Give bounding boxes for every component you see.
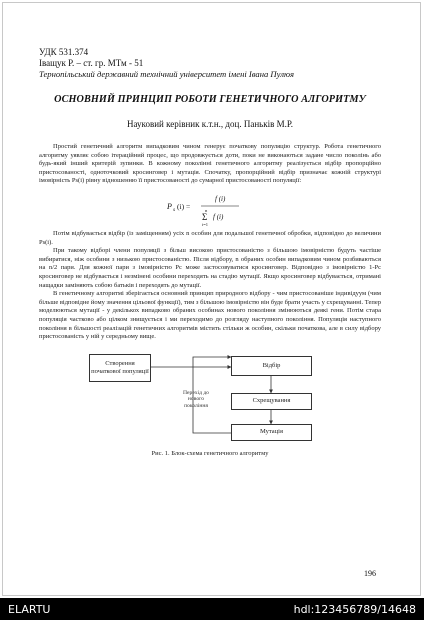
selection-probability-formula	[39, 188, 381, 228]
page-content	[39, 47, 381, 457]
formula-lhs: P	[167, 201, 172, 211]
paragraph-3: При такому відборі члени популяції з більш високою пристосованістю з більшою імовірністю будуть частіше вибиратися, ніж особини з низькою пристосованістю. Після відбору, n обраних особин випадковим чином розбиваються на n/2 пари. Для кожної пари з імовірністю Pc може застосовуватися кросинговер. Відповідно з імовірністю 1-Pc кросинговер не відбувається і незмінені особини переходять на стадію мутації. Якщо кросинговер відбувається, отримані нащадки заміняють собою батьків і переходять до мутації.	[39, 247, 381, 289]
flowchart-figure	[39, 352, 381, 444]
paragraph-2: Потім відбувається відбір (із заміщенням) усіх n особин для подальшої генетичної обробки, відповідно до величини Ps(i).	[39, 229, 381, 246]
selection-box: Відбір	[231, 356, 312, 376]
create-population-box: Створення початкової популяції	[89, 354, 151, 382]
paragraph-4: В генетичному алгоритмі зберігається основний принцип природного відбору - чим пристосованіше індивідуум (чим більше відповідне йому значення цільової функції), тим з більшою імовірністю він буде брати участь у схрещуванні. Тепер моделюються мутації - у декількох випадково обраних особинах нового покоління змінюються деякі гени. Потім стара популяція частково або цілком знищується і ми переходимо до розгляду наступного покоління. Популяція наступного покоління в більшості реалізацій генетичних алгоритмів містить стільки ж особин, скільки початкова, але в силу відбору пристосованість у ній у середньому вище.	[39, 290, 381, 341]
formula-denominator: f (i)	[213, 212, 224, 221]
formula-svg	[167, 188, 257, 228]
sum-lower: i=1	[202, 221, 209, 227]
university-line: Тернопільський державний технічний університет імені Івана Пулюя	[39, 69, 295, 79]
supervisor-line: Науковий керівник к.т.н., доц. Паньків М.Р.	[127, 119, 293, 129]
formula-lhs-sub: s	[173, 206, 176, 213]
sum-upper: n	[205, 207, 208, 213]
footer-repository-name: ELARTU	[8, 603, 51, 616]
formula-lhs-arg: (i) =	[177, 201, 191, 211]
mutation-box: Мутація	[231, 424, 312, 441]
footer-bar	[0, 598, 424, 620]
document-page	[2, 2, 421, 596]
footer-handle-link[interactable]: hdl:123456789/14648	[293, 603, 416, 616]
figure-caption: Рис. 1. Блок-схема генетичного алгоритму	[151, 449, 269, 457]
author-line: Іващук Р. – ст. гр. МТм - 51	[39, 58, 144, 68]
crossover-box: Схрещування	[231, 393, 312, 410]
article-title: ОСНОВНИЙ ПРИНЦИП РОБОТИ ГЕНЕТИЧНОГО АЛГОРИТМУ	[54, 94, 366, 105]
sum-symbol: Σ	[202, 211, 208, 222]
next-generation-note: Перехід до нового покоління	[183, 389, 209, 409]
paragraph-1: Простий генетичний алгоритм випадковим чином генерує початкову популяцію структур. Робота генетичного алгоритму уявляє собою ітераційний процес, що продовжується доти, поки не виконаються задане число поколінь або будь-який інший критерій зупинки. В кожному поколінні генетичного алгоритму реалізується відбір пропорційно пристосованості, одноточковий кросинговер і мутація. Спочатку, пропорційний відбір призначає кожній структурі імовірність Ps(i) рівну відношенню її пристосованості до сумарної пристосованості популяції:	[39, 143, 381, 185]
udk-code: УДК 531.374	[39, 47, 89, 57]
formula-numerator: f (i)	[215, 194, 226, 203]
page-number: 196	[364, 569, 376, 578]
